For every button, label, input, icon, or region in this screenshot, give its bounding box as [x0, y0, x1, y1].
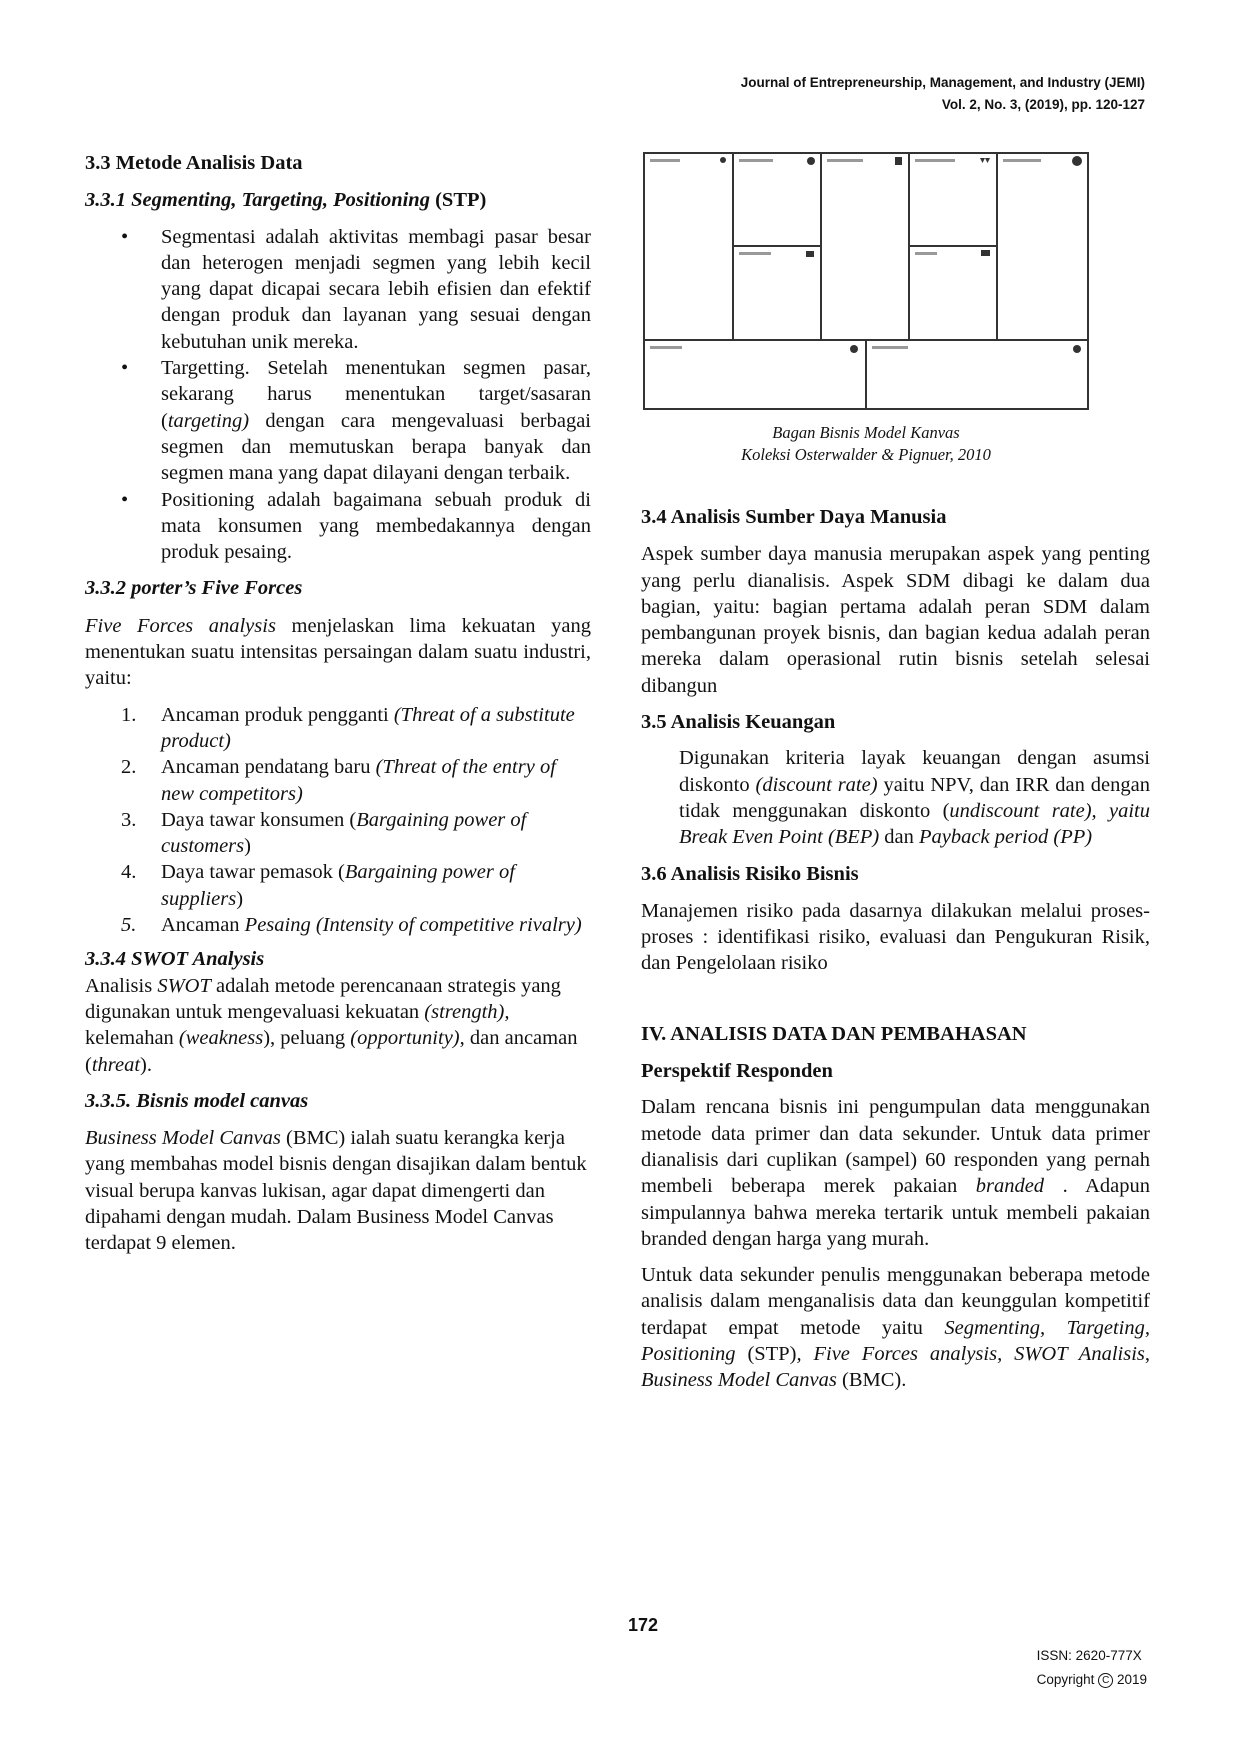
label-key-partners: [650, 159, 680, 162]
hr-paragraph: Aspek sumber daya manusia merupakan aspek yang penting yang perlu dianalisis. Aspek SDM dibagi ke dalam dua bagian, yaitu: bagian pertama adalah peran SDM dalam pembangunan proyek bisnis, dan bagian kedua adalah peran mereka dalam operasional rutin bisnis setelah selesai dibangun: [641, 543, 1150, 697]
list-text-italic: (Threat of a substitute product): [161, 703, 575, 752]
list-text: Ancaman: [161, 914, 245, 937]
list-number: 3.: [121, 808, 137, 831]
heart-icon: [980, 158, 990, 163]
left-column: [85, 150, 591, 1257]
list-item: • Positioning adalah bagaimana sebuah produk di mata konsumen yang membedakannya dengan produk pesaing.: [85, 487, 591, 566]
figure-caption-line-2: Koleksi Osterwalder & Pignuer, 2010: [741, 445, 991, 464]
journal-header: [741, 72, 1145, 116]
canvas-diagram: [641, 150, 1091, 412]
business-model-canvas-figure: [641, 150, 1091, 412]
list-text-italic: Bargaining power of customers: [161, 808, 527, 858]
list-text: Daya tawar pemasok (: [161, 861, 345, 884]
label-customer-relationships: [915, 159, 955, 162]
label-customer-segments: [1003, 159, 1041, 162]
section-3-3-5-title: 3.3.5. Bisnis model canvas: [85, 1089, 309, 1112]
list-text: Ancaman produk pengganti: [161, 703, 394, 726]
label-channels: [915, 252, 937, 255]
users-icon: [1072, 156, 1082, 166]
finance-paragraph: Digunakan kriteria layak keuangan dengan asumsi diskonto (discount rate) yaitu NPV, dan IRR dan dengan tidak menggunakan diskonto (undiscount rate), yaitu Break Even Point (BEP) dan Payback period (PP): [679, 747, 1150, 849]
factory-icon: [806, 251, 814, 257]
list-text-italic: Bargaining power of suppliers: [161, 861, 515, 910]
footer-issn-block: [1037, 1644, 1147, 1692]
section-3-5-title: 3.5 Analisis Keuangan: [641, 711, 836, 734]
list-text-italic: (Threat of the entry of new competitors): [161, 756, 556, 805]
list-item: [85, 754, 591, 807]
perspektif-title: Perspektif Responden: [641, 1060, 833, 1083]
copyright-icon: C: [1098, 1673, 1113, 1688]
section-3-6-title: 3.6 Analisis Risiko Bisnis: [641, 862, 859, 885]
figure-caption: [641, 422, 1091, 466]
issn: ISSN: 2620-777X: [1036, 1648, 1142, 1663]
copyright: Copyright C 2019: [1036, 1672, 1147, 1687]
swot-paragraph: Analisis SWOT adalah metode perencanaan strategis yang digunakan untuk mengevaluasi kekuatan (strength), kelemahan (weakness), peluang (opportunity), dan ancaman (threat).: [85, 974, 578, 1076]
bmc-paragraph: Business Model Canvas (BMC) ialah suatu kerangka kerja yang membahas model bisnis dengan disajikan dalam bentuk visual berupa kanvas lukisan, agar dapat dimengerti dan dipahami dengan mudah. Dalam Business Model Canvas terdapat 9 elemen.: [85, 1127, 587, 1255]
section-3-3-4-title: 3.3.4 SWOT Analysis: [85, 948, 265, 971]
list-item: [85, 807, 591, 860]
journal-volume: Vol. 2, No. 3, (2019), pp. 120-127: [941, 97, 1145, 112]
list-item: [85, 912, 591, 938]
section-3-4-title: 3.4 Analisis Sumber Daya Manusia: [641, 506, 947, 528]
label-cost-structure: [650, 346, 682, 349]
list-item: [85, 702, 591, 755]
list-text: Ancaman pendatang baru: [161, 756, 376, 779]
section-3-3-2-title: 3.3.2 porter’s Five Forces: [85, 577, 303, 600]
list-text-italic: Pesaing (Intensity of competitive rivalry): [244, 914, 582, 937]
list-text: Daya tawar konsumen (: [161, 808, 357, 831]
list-item: • Segmentasi adalah aktivitas membagi pasar besar dan heterogen menjadi segmen yang lebih kecil yang dapat dicapai secara lebih efisien dan efektif dengan produk dan layanan yang sesuai dengan kebutuhan unik mereka.: [85, 224, 591, 355]
label-revenue-streams: [872, 346, 908, 349]
list-number: 2.: [121, 756, 137, 779]
list-item: • Targetting. Setelah menentukan segmen pasar, sekarang harus menentukan target/sasaran (targeting) dengan cara mengevaluasi berbagai segmen dan memutuskan berapa banyak dan segmen mana yang dapat dilayani dengan terbaik.: [85, 355, 591, 486]
list-text-after: ): [236, 887, 244, 910]
secondary-data-paragraph: Untuk data sekunder penulis menggunakan beberapa metode analisis dalam menganalisis data dan keunggulan kompetitif terdapat empat metode yaitu Segmenting, Targeting, Positioning (STP), Five Forces analysis, SWOT Analisis, Business Model Canvas (BMC).: [641, 1264, 1150, 1392]
label-key-resources: [739, 252, 771, 255]
five-forces-intro: Five Forces analysis menjelaskan lima kekuatan yang menentukan suatu intensitas persaingan dalam suatu industri, yaitu:: [85, 614, 591, 690]
list-number: 4.: [121, 861, 137, 884]
five-forces-list: [85, 702, 591, 939]
link-icon: [720, 157, 726, 163]
section-4-title: IV. ANALISIS DATA DAN PEMBAHASAN: [641, 1022, 1027, 1045]
section-3-3-title: 3.3 Metode Analisis Data: [85, 152, 303, 174]
list-number: 5.: [121, 914, 137, 937]
gift-icon: [895, 157, 902, 165]
list-number: 1.: [121, 703, 137, 726]
section-3-3-1-title: 3.3.1 Segmenting, Targeting, Positioning (STP): [85, 189, 487, 212]
right-column: [641, 150, 1150, 1394]
money-bag-icon: [1073, 345, 1081, 353]
label-value-propositions: [827, 159, 863, 162]
truck-icon: [981, 250, 990, 256]
label-key-activities: [739, 159, 773, 162]
respondent-paragraph: Dalam rencana bisnis ini pengumpulan data menggunakan metode data primer dan data sekunder. Untuk data primer dianalisis dari cuplikan (sampel) 60 responden yang pernah membeli beberapa merek pakaian branded . Adapun simpulannya bahwa mereka tertarik untuk membeli pakaian branded dengan harga yang murah.: [641, 1096, 1150, 1250]
journal-title: Journal of Entrepreneurship, Management, and Industry (JEMI): [740, 75, 1145, 90]
list-text-after: ): [244, 835, 251, 858]
page-number: 172: [628, 1615, 659, 1635]
list-item: [85, 859, 591, 912]
risk-paragraph: Manajemen risiko pada dasarnya dilakukan melalui proses-proses : identifikasi risiko, evaluasi dan Pengukuran Risik, dan Pengelolaan risiko: [641, 899, 1150, 975]
figure-caption-line-1: Bagan Bisnis Model Kanvas: [772, 423, 960, 442]
stp-bullet-list: [85, 224, 591, 566]
gear-icon: [807, 157, 815, 165]
tag-icon: [850, 345, 858, 353]
